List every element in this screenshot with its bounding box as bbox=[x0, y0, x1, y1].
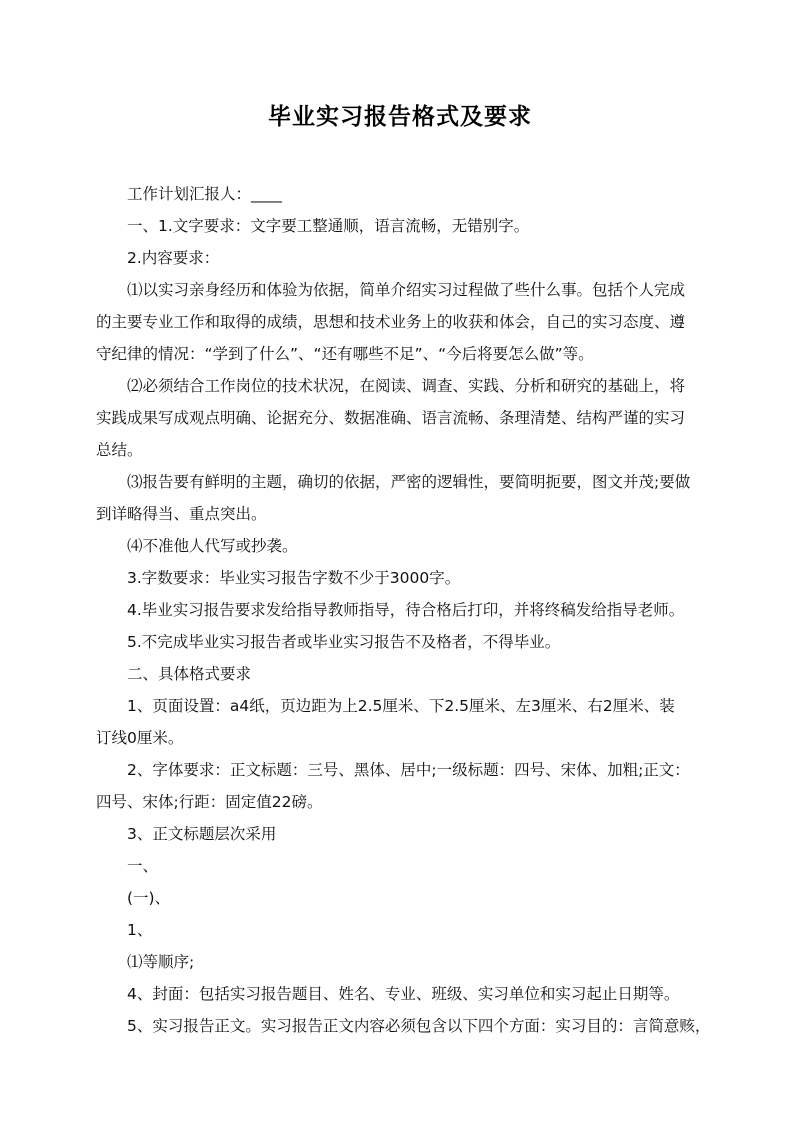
submission-requirement: 4.毕业实习报告要求发给指导教师指导，待合格后打印，并将终稿发给指导老师。 bbox=[127, 601, 685, 619]
document-body bbox=[96, 178, 712, 1042]
heading-level-4: ⑴等顺序; bbox=[127, 953, 195, 971]
heading-level-3: 1、 bbox=[127, 921, 153, 939]
cover-requirement: 4、封面：包括实习报告题目、姓名、专业、班级、实习单位和实习起止日期等。 bbox=[127, 985, 680, 1003]
text-requirement: 一、1.文字要求：文字要工整通顺，语言流畅，无错别字。 bbox=[127, 217, 530, 235]
content-item-1-line-1: ⑴以实习亲身经历和体验为依据，简单介绍实习过程做了些什么事。包括个人完成 bbox=[127, 281, 686, 299]
graduation-requirement: 5.不完成毕业实习报告者或毕业实习报告不及格者，不得毕业。 bbox=[127, 633, 561, 651]
reporter-line: 工作计划汇报人：____ bbox=[127, 185, 283, 203]
font-requirement-line-2: 四号、宋体;行距：固定值22磅。 bbox=[96, 793, 323, 811]
content-item-3-line-2: 到详略得当、重点突出。 bbox=[96, 505, 267, 523]
heading-level-1: 一、 bbox=[127, 857, 159, 875]
content-item-2-line-3: 总结。 bbox=[96, 441, 143, 459]
report-body-requirement: 5、实习报告正文。实习报告正文内容必须包含以下四个方面：实习目的：言简意赅， bbox=[127, 1017, 711, 1035]
content-item-1-line-2: 的主要专业工作和取得的成绩，思想和技术业务上的收获和体会，自己的实习态度、遵 bbox=[96, 313, 686, 331]
page-setting-line-1: 1、页面设置：a4纸，页边距为上2.5厘米、下2.5厘米、左3厘米、右2厘米、装 bbox=[127, 697, 675, 715]
font-requirement-line-1: 2、字体要求：正文标题：三号、黑体、居中;一级标题：四号、宋体、加粗;正文： bbox=[127, 761, 690, 779]
document-title: 毕业实习报告格式及要求 bbox=[268, 104, 532, 130]
content-item-4: ⑷不准他人代写或抄袭。 bbox=[127, 537, 298, 555]
content-requirement-heading: 2.内容要求： bbox=[127, 249, 220, 267]
heading-level-2: (一)、 bbox=[127, 889, 171, 907]
content-item-1-line-3: 守纪律的情况：“学到了什么”、“还有哪些不足”、“今后将要怎么做”等。 bbox=[96, 345, 594, 363]
content-item-3-line-1: ⑶报告要有鲜明的主题，确切的依据，严密的逻辑性，要简明扼要，图文并茂;要做 bbox=[127, 473, 691, 491]
heading-levels-intro: 3、正文标题层次采用 bbox=[127, 825, 277, 843]
page-setting-line-2: 订线0厘米。 bbox=[96, 729, 184, 747]
word-count-requirement: 3.字数要求：毕业实习报告字数不少于3000字。 bbox=[127, 569, 461, 587]
format-section-heading: 二、具体格式要求 bbox=[127, 665, 252, 683]
content-item-2-line-2: 实践成果写成观点明确、论据充分、数据准确、语言流畅、条理清楚、结构严谨的实习 bbox=[96, 409, 686, 427]
content-item-2-line-1: ⑵必须结合工作岗位的技术状况，在阅读、调查、实践、分析和研究的基础上，将 bbox=[127, 377, 686, 395]
